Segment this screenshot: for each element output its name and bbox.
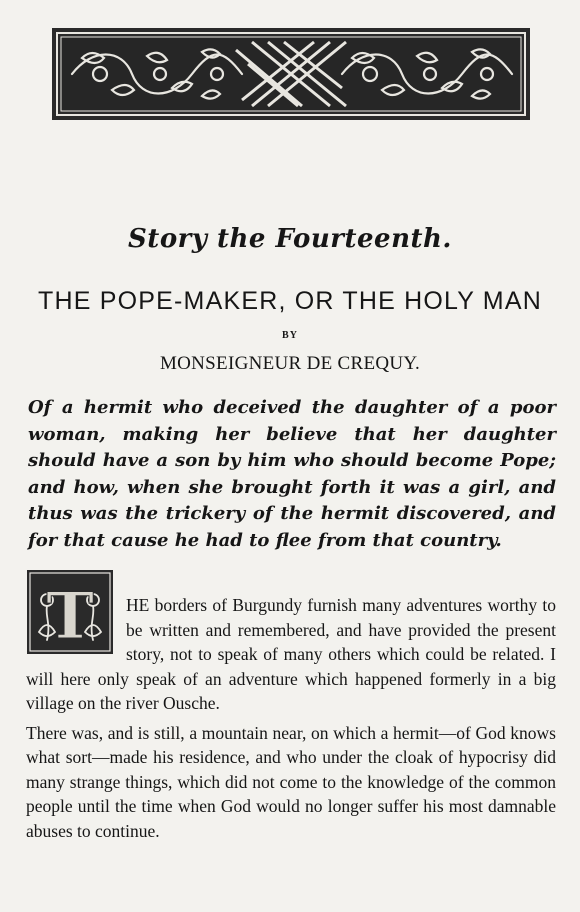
body-paragraph-text: HE borders of Burgundy furnish many adventures worthy to be written and remembered, and have provided the present story, not to speak of many others which could be related. I will here only speak of an adventure which happened formerly in a big village on the river Ousche. [26,595,556,713]
story-title: THE POPE-MAKER, OR THE HOLY MAN [38,287,542,315]
body-paragraph [26,593,556,716]
story-number-heading: Story the Fourteenth. [128,224,452,254]
story-summary: Of a hermit who deceived the daughter of a poor woman, making her believe that her daughter should have a son by him who should become Pope; and how, when she brought forth it was a girl, and thus was the trickery of the hermit discovered, and for that cause he had to flee from that country. [28,397,556,551]
drop-cap-letter: T [46,579,94,654]
body-paragraph: There was, and is still, a mountain near, on which a hermit—of God knows what sort—made his residence, and who under the cloak of hypocrisy did many strange things, which did not come to the knowledge of the common people until the time when God would no longer suffer his most damnable abuses to continue. [26,722,556,841]
byline-label: BY [282,330,298,341]
story-body [26,593,556,843]
headpiece-ornament-icon [52,28,530,120]
author-name: MONSEIGNEUR DE CREQUY. [159,353,421,374]
